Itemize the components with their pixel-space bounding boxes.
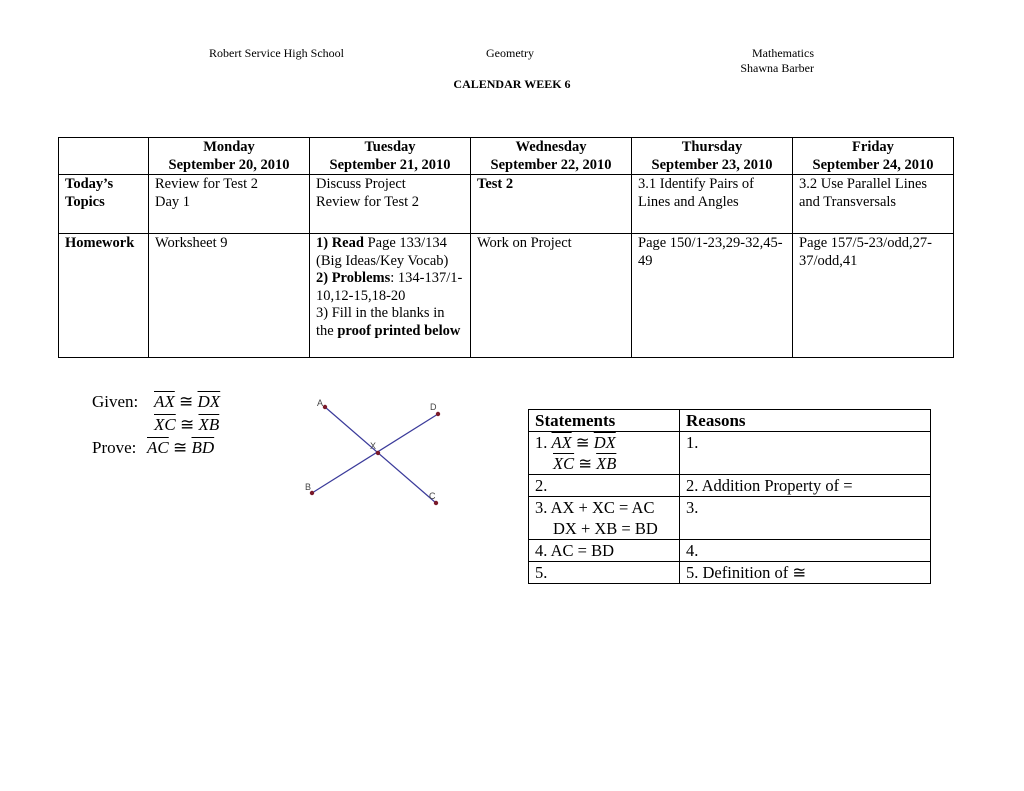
topics-label: Today’s Topics	[59, 175, 149, 234]
point-c	[434, 501, 438, 505]
reason-cell: 2. Addition Property of =	[680, 475, 931, 497]
line-bd	[312, 414, 438, 493]
day-header-thursday: Thursday September 23, 2010	[632, 138, 793, 175]
prove-label: Prove:	[92, 438, 137, 457]
day-header-tuesday: Tuesday September 21, 2010	[310, 138, 471, 175]
statements-header: Statements	[529, 410, 680, 432]
proof-row	[529, 475, 931, 497]
day-header-monday: Monday September 20, 2010	[149, 138, 310, 175]
statement-cell: 2.	[529, 475, 680, 497]
given-label: Given:	[92, 392, 139, 411]
statement-cell: 5.	[529, 562, 680, 584]
homework-label: Homework	[59, 234, 149, 358]
homework-monday: Worksheet 9	[149, 234, 310, 358]
label-d: D	[430, 402, 437, 412]
given-prove-block	[92, 390, 220, 459]
topic-friday: 3.2 Use Parallel Lines and Transversals	[793, 175, 954, 234]
week-calendar-table	[58, 137, 954, 358]
topic-tuesday: Discuss Project Review for Test 2	[310, 175, 471, 234]
label-b: B	[305, 482, 312, 492]
statement-cell: 4. AC = BD	[529, 540, 680, 562]
label-x: X	[370, 441, 377, 451]
topics-row	[59, 175, 954, 234]
homework-tuesday: 1) Read Page 133/134 (Big Ideas/Key Vocab) 2) Problems: 134-137/1-10,12-15,18-20 3) Fill in the blanks in the proof printed below	[310, 234, 471, 358]
proof-row	[529, 432, 931, 475]
topic-wednesday: Test 2	[471, 175, 632, 234]
school-name: Robert Service High School	[209, 46, 344, 60]
label-a: A	[317, 398, 324, 408]
given-line-2: $\overline{XC}$ ≅ $\overline{XB}$	[154, 415, 220, 434]
teacher-name: Shawna Barber	[740, 61, 814, 75]
day-header-wednesday: Wednesday September 22, 2010	[471, 138, 632, 175]
proof-row	[529, 562, 931, 584]
point-x	[376, 451, 380, 455]
intersecting-lines-diagram	[300, 395, 460, 515]
proof-table	[528, 409, 931, 584]
statement-cell: 1. $\overline{AX}$ ≅ $\overline{DX}$ $\overline{XC}$ ≅ $\overline{XB}$	[529, 432, 680, 475]
proof-row	[529, 540, 931, 562]
proof-row	[529, 497, 931, 540]
course-subject: Geometry	[486, 46, 534, 60]
reason-cell: 3.	[680, 497, 931, 540]
header-right-block	[700, 46, 814, 76]
corner-cell	[59, 138, 149, 175]
reason-cell: 5. Definition of ≅	[680, 562, 931, 584]
topic-monday: Review for Test 2 Day 1	[149, 175, 310, 234]
day-header-friday: Friday September 24, 2010	[793, 138, 954, 175]
calendar-header-row	[59, 138, 954, 175]
homework-thursday: Page 150/1-23,29-32,45-49	[632, 234, 793, 358]
homework-wednesday: Work on Project	[471, 234, 632, 358]
topic-thursday: 3.1 Identify Pairs of Lines and Angles	[632, 175, 793, 234]
reason-cell: 1.	[680, 432, 931, 475]
label-c: C	[429, 491, 436, 501]
point-a	[323, 405, 327, 409]
given-line-1: Given: $\overline{AX}$ ≅ $\overline{DX}$	[92, 392, 221, 411]
department-name: Mathematics	[752, 46, 814, 60]
reason-cell: 4.	[680, 540, 931, 562]
point-d	[436, 412, 440, 416]
statement-cell: 3. AX + XC = AC DX + XB = BD	[529, 497, 680, 540]
homework-row	[59, 234, 954, 358]
prove-line: Prove: $\overline{AC}$ ≅ $\overline{BD}$	[92, 438, 215, 457]
proof-header-row	[529, 410, 931, 432]
line-ac	[325, 407, 436, 503]
homework-friday: Page 157/5-23/odd,27-37/odd,41	[793, 234, 954, 358]
reasons-header: Reasons	[680, 410, 931, 432]
calendar-title: CALENDAR WEEK 6	[453, 77, 571, 91]
